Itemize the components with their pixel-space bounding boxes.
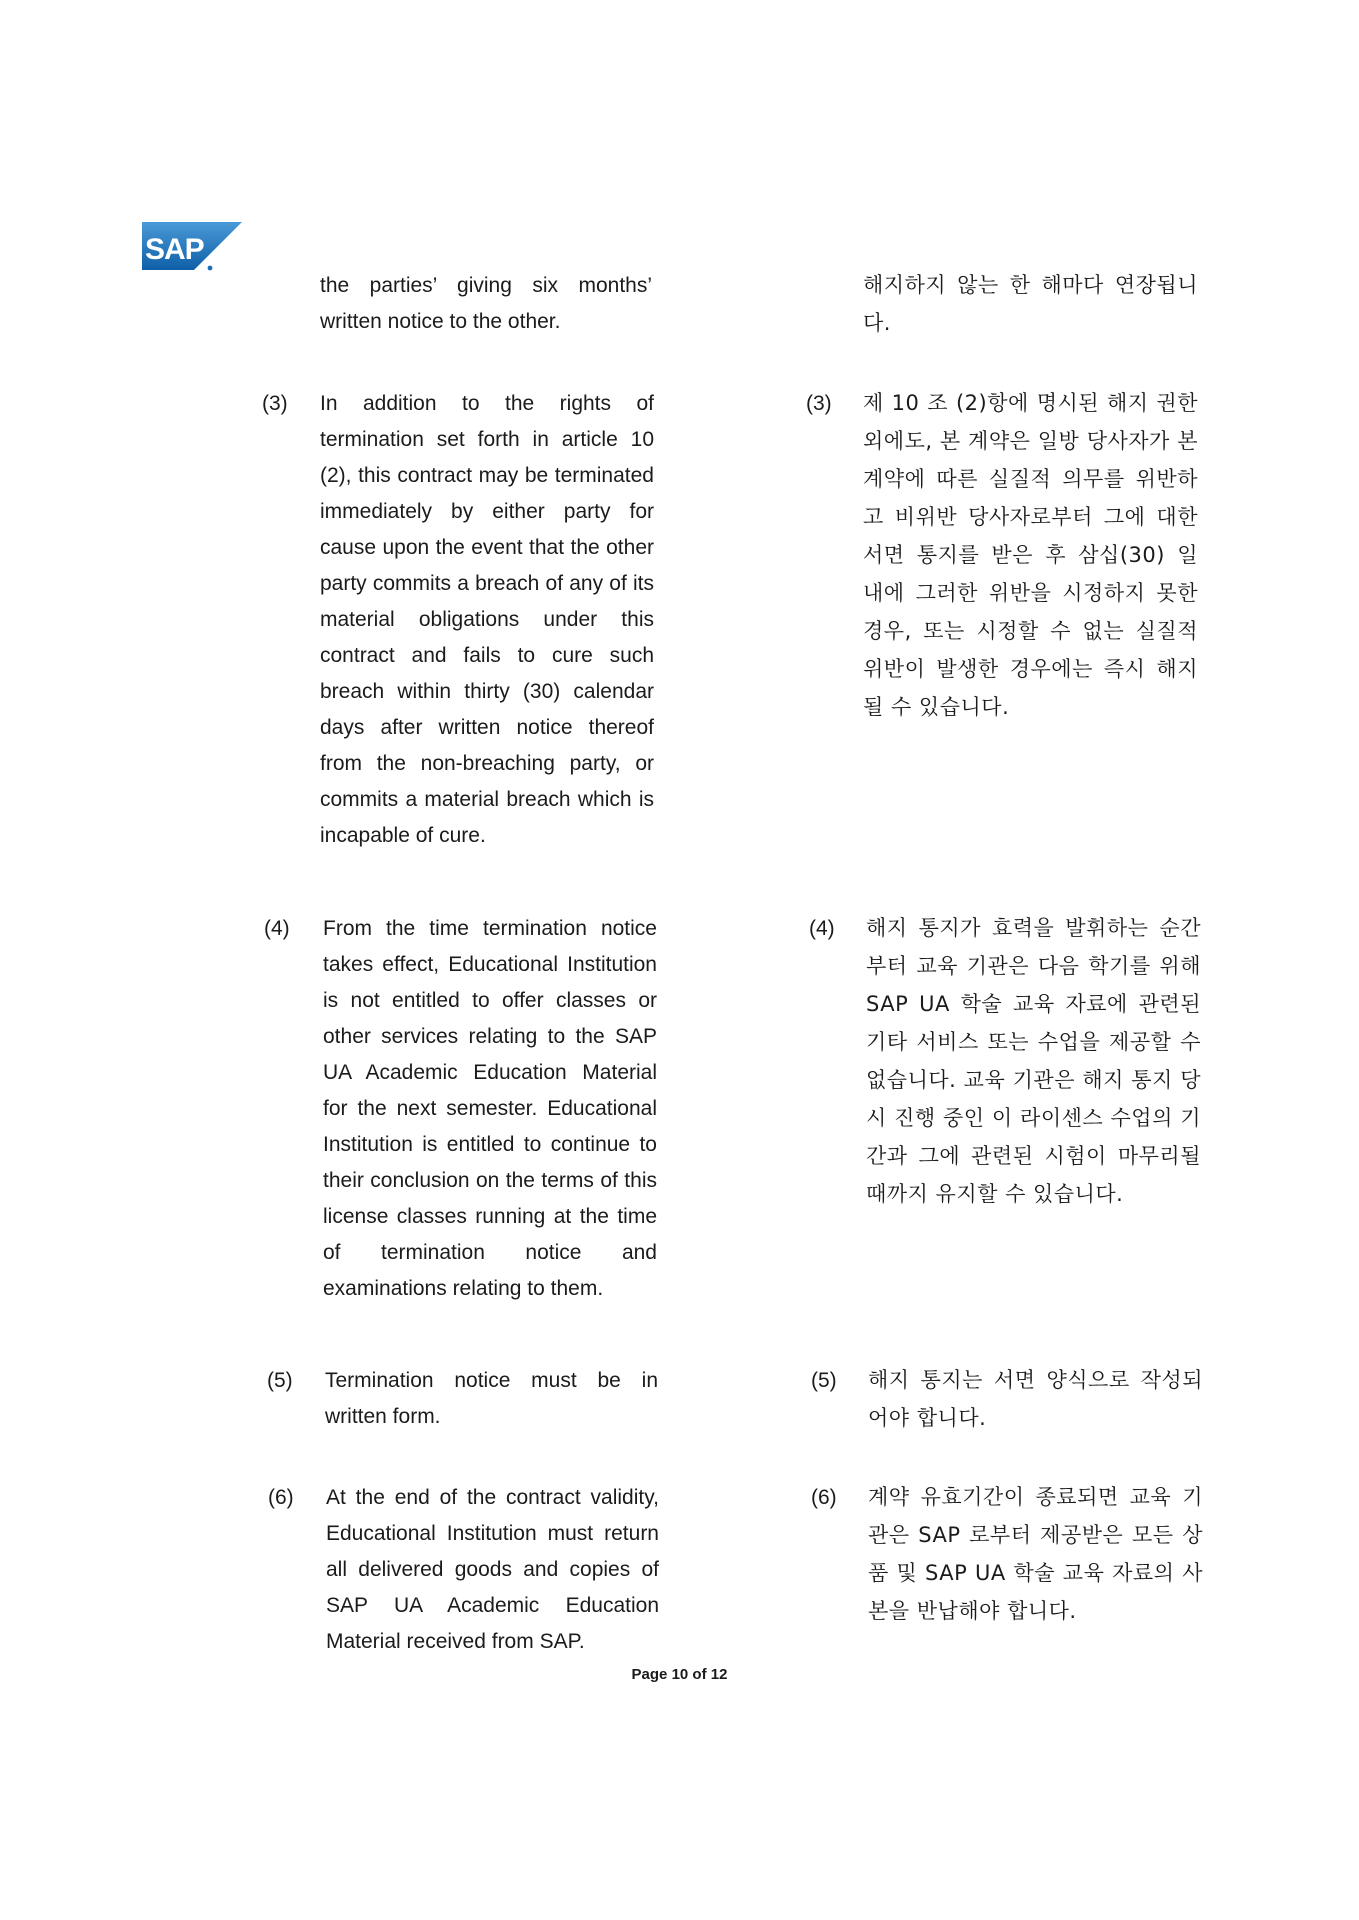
clause-number: (5) xyxy=(811,1369,837,1392)
clause-number: (6) xyxy=(268,1486,294,1509)
clause-text-ko: 해지하지 않는 한 해마다 연장됩니다. xyxy=(863,273,1198,335)
clause-number: (4) xyxy=(264,917,290,940)
clause-text-ko: 계약 유효기간이 종료되면 교육 기관은 SAP 로부터 제공받은 모든 상품 및 SAP UA 학술 교육 자료의 사본을 반납해야 합니다. xyxy=(868,1485,1203,1623)
clause-text-en: In addition to the rights of termination set forth in article 10 (2), this contract may be terminated immediately by either party for cause upon the event that the other party commits a breach of any of its material obligations under this contract and fails to cure such breach within thirty (30) calendar days after written notice thereof from the non-breaching party, or commits a material breach which is incapable of cure. xyxy=(320,392,654,847)
clause-number: (3) xyxy=(806,392,832,415)
clause-text-ko: 해지 통지는 서면 양식으로 작성되어야 합니다. xyxy=(868,1368,1203,1430)
sap-logo xyxy=(142,222,242,272)
clause-text-en: Termination notice must be in written form. xyxy=(325,1369,658,1428)
clause-text-en: the parties’ giving six months’ written notice to the other. xyxy=(320,274,652,333)
page-number: Page 10 of 12 xyxy=(631,1666,728,1683)
clause-text-ko: 해지 통지가 효력을 발휘하는 순간부터 교육 기관은 다음 학기를 위해 SAP UA 학술 교육 자료에 관련된 기타 서비스 또는 수업을 제공할 수 없습니다. 교육 기관은 해지 통지 당시 진행 중인 이 라이센스 수업의 기간과 그에 관련된 시험이 마무리될 때까지 유지할 수 있습니다. xyxy=(866,916,1201,1206)
clause-number: (4) xyxy=(809,917,835,940)
clause-text-en: From the time termination notice takes effect, Educational Institution is not entitled to offer classes or other services relating to the SAP UA Academic Education Material for the next semester. Educational Institution is entitled to continue to their conclusion on the terms of this license classes running at the time of termination notice and examinations relating to them. xyxy=(323,917,657,1300)
clause-number: (6) xyxy=(811,1486,837,1509)
clause-number: (5) xyxy=(267,1369,293,1392)
clause-text-en: At the end of the contract validity, Educational Institution must return all delivered goods and copies of SAP UA Academic Education Material received from SAP. xyxy=(326,1486,659,1653)
svg-text:SAP: SAP xyxy=(145,233,204,266)
clause-number: (3) xyxy=(262,392,288,415)
clause-text-ko: 제 10 조 (2)항에 명시된 해지 권한 외에도, 본 계약은 일방 당사자가 본 계약에 따른 실질적 의무를 위반하고 비위반 당사자로부터 그에 대한 서면 통지를 받은 후 삼십(30) 일 내에 그러한 위반을 시정하지 못한 경우, 또는 시정할 수 없는 실질적 위반이 발생한 경우에는 즉시 해지될 수 있습니다. xyxy=(863,391,1198,719)
